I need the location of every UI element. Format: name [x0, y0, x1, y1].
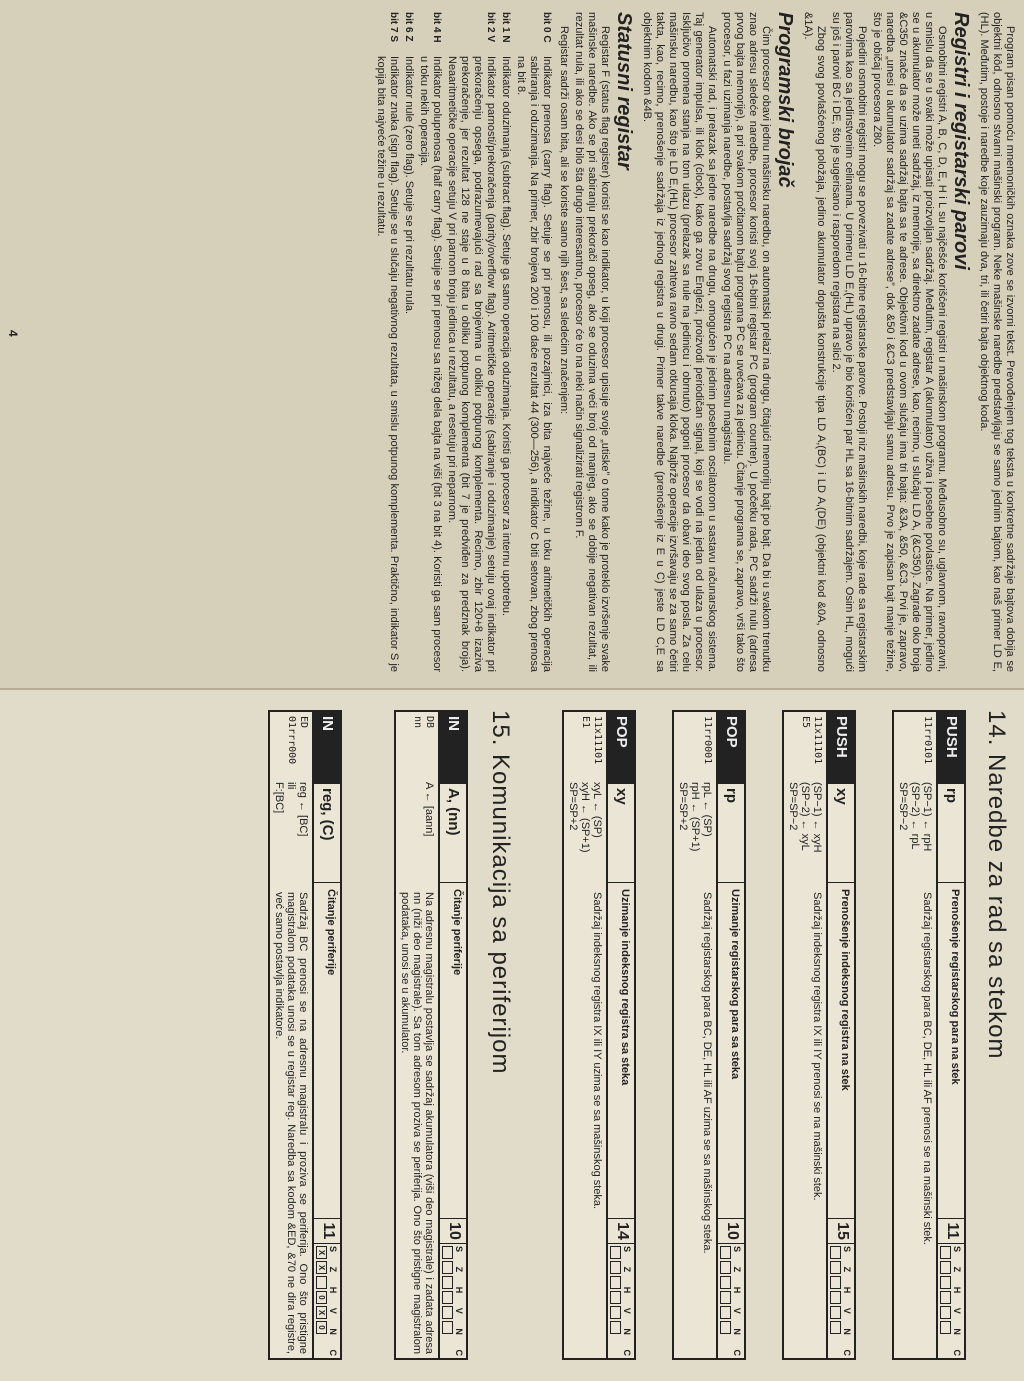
instruction-title: Čitanje periferije [314, 883, 340, 1219]
bit-description: Indikator oduzimanja (subtract flag). Setuje ga samo operacija oduzimanja. Koristi ga procesor za internu upotrebu. [500, 56, 512, 617]
bit-label: bit 6 Z [403, 12, 414, 42]
operation: (SP−1) ← rpH (SP−2) ← rpL SP=SP−2 [897, 782, 933, 852]
instruction-description: Sadržaj indeksnog registra IX ili IY uzima se sa mašinskog steka. [591, 892, 603, 1210]
mnemonic: IN [440, 712, 466, 784]
instruction-description: Sadržaj registarskog para BC, DE, HL ili AF prenosi se na mašinski stek. [921, 892, 933, 1245]
mnemonic: PUSH [938, 712, 964, 784]
opcode: 11x11101 E1 [580, 716, 603, 765]
clock-cycles: 10 [718, 1219, 744, 1244]
clock-cycles: 10 [440, 1219, 466, 1244]
flag-bit-item [514, 12, 553, 672]
clock-cycles: 11 [314, 1219, 340, 1244]
instruction-title: Prenošenje registarskog para na stek [938, 883, 964, 1219]
mnemonic: POP [718, 712, 744, 784]
instruction-title: Čitanje periferije [440, 883, 466, 1219]
paragraph: Čim procesor obavi jednu mašinsku naredbu, on automatski prelazi na drugu, čitajući memoriju bajt po bajt. Da bi u svakom trenutku znao adresu sledeće naredbe, procesor koristi svoj 16-bitni registar PC (program counter). U početku rada, PC sadrži nulu (adresa prvog bajta memorije), a pri svakom pročitanom bajtu programa PC se uvećava za jedinicu. Čitanje programa se, zapravo, vrši tako što procesor, u fazi uzimanja naredbe, postavlja sadržaj svog registra PC na adresnu magistralu. [721, 12, 772, 672]
bit-description: Indikator parnosti/prekoračenja (parity/overflow flag). Aritmetičke operacije (sabiranje i oduzimanje) setuju ovaj indikator pri prekoračenju opsega, podrazumevajući rad sa brojevima u obliku potpunog komplementa. Recimo, zbir 120+8 izaziva prekoračenje, jer rezultat 128 ne staje u 8 bita u obliku potpunog komplementa (bit 7 je predviđen za predznak broja). Neaaritmetičke operacije setuju V pri parnom broju jedinica u rezultatu, a resetuju pri neparnom. [446, 56, 497, 672]
left-page [0, 0, 1024, 690]
flag-table: S Z H V N C [718, 1244, 744, 1358]
chapter-title-stack: 14. Naredbe za rad sa stekom [983, 710, 1010, 1060]
operation: xyL ← (SP) xyH ← (SP+1) SP=SP+2 [567, 782, 603, 853]
instruction-description: Na adresnu magistralu postavlja se sadržaj akumulatora (viši deo magistrale) i zadata adresa nn (niži deo magistrale). Sa tom adresom proziva se periferija. Ono što pristigne magistralom podataka, unosi se u akumulator. [399, 892, 435, 1354]
flag-table: S Z H V N C [440, 1244, 466, 1358]
flag-table: S Z H V N C [938, 1244, 964, 1358]
opcode: 11rr0101 [922, 716, 933, 765]
operand: reg, (C) [314, 784, 340, 883]
flag-table: S Z H V N C [828, 1244, 854, 1358]
bit-description: Indikator nule (zero flag). Setuje se pri rezultatu nula. [403, 56, 415, 315]
flag-bit-item [402, 12, 415, 672]
flag-table: S Z H V N C [608, 1244, 634, 1358]
operand: rp [718, 784, 744, 883]
paragraph: Pojedini osmobitni registri mogu se povezivati u 16-bitne registarske parove. Postoji niz mašinskih naredbi, koje rade sa registarskim parovima kao sa jedinstvenim celinama. U primeru LD E,(HL) upravo je bio korišćen par HL sa 16-bitnim sadržajem. Osim HL, mogući su još i parovi BC i DE, što je sugerisano i rasporedom registara na slici 2. [830, 12, 868, 672]
operation: rpL ← (SP) rpH ← (SP+1) SP=SP+2 [677, 782, 713, 852]
instruction-title: Uzimanje registarskog para sa steka [718, 883, 744, 1219]
bit-label: bit 7 S [388, 12, 399, 43]
instruction-box [782, 710, 856, 1360]
opcode: 11x11101 E5 [800, 716, 823, 765]
bit-label: bit 0 C [541, 12, 552, 43]
operand: rp [938, 784, 964, 883]
paragraph: Automatski rad, i prelazak sa jedne naredbe na drugu, omogućen je jednim posebnim oscilatorom u sastavu računarskog sistema. Taj generator impulsa, ili klok (clock), kako ga zovu Englezi, proizvodi periodičan signal, koji se vodi na jedan od ulaza u procesor. Isključivo promena stanja na tom ulazu (prelazak sa nule na jedinicu i obrnuto) pogoni procesor da obavi deo svog posla. Za celu mašinsku naredbu, kao što je LD E,(HL) procesor zahteva ravno sedam otkucaja kloka. Najbrže operacije izvršavaju se za samo četiri takta, kao, recimo, prenošenje sadržaja iz jednog registra u drugi. Primer takve naredbe (prenošenje iz E u C) jeste LD C,E sa objektnim kodom &4B. [641, 12, 718, 672]
intro-paragraph: Program pisan pomoću mnemoničkih oznaka zove se izvorni tekst. Prevođenjem tog teksta u konkretne sadržaje bajtova dobija se objektni kôd, odnosno stvarni mašinski program. Neke mašinske naredbe predstavljaju se samo jednim bajtom, kao naš primer LD E, (HL). Međutim, postoje i naredbe koje zauzimaju dva, tri, ili četiri bajta objektnog koda. [978, 12, 1016, 672]
opcode: ED 01rrr000 [286, 716, 309, 765]
flag-table: S Z H V N C X X 0 X 0 [317, 1246, 338, 1356]
instruction-description: Sadržaj BC prenosi se na adresnu magistralu i proziva se periferija. Ono što pristigne magistralom podataka unosi se u registar reg. Naredba sa kodom &ED, &70 ne dira registre, već samo postavlja indikatore. [273, 892, 309, 1354]
instruction-box [562, 710, 636, 1360]
section-title-program-counter: Programski brojač [774, 12, 796, 188]
bit-label: bit 2 V [485, 12, 496, 43]
instruction-title: Uzimanje indeksnog registra sa steka [608, 883, 634, 1219]
section-title-registers: Registri i registarski parovi [950, 12, 972, 270]
paragraph: Osmobitni registri A, B, C, D, E, H i L su najčešće korišćeni registri u mašinskom programu. Međusobno su, uglavnom, ravnopravni, u smislu da se u svaki može upisati proizvoljan sadržaj. Međutim, registar A (akumulator) uživa i posebne povlastice. Na primer, jedino se u akumulator može uneti sadržaj, iz memorije, sa direktno zadate adrese, kao, recimo, u slučaju LD A, (&C350). Zagrade oko broja &C350 znače da se uzima sadržaj bajta sa te adrese. Objektivni kod u ovom slučaju ima tri bajta: &3A, &50, &C3. Prvi je, zapravo, naredba „unesi u akumulator sadržaj sa zadate adrese”, dok &50 i &C3 predstavljaju samu adresu. Prvo je zapisan bajt manje težine, što je običaj procesora Z80. [871, 12, 948, 672]
instruction-box [394, 710, 468, 1360]
instruction-description: Sadržaj indeksnog registra IX ili IY prenosi se na mašinski stek. [811, 892, 823, 1201]
operation: (SP−1) ← xyH (SP−2) ← xyL SP=SP−2 [787, 782, 823, 853]
mnemonic: PUSH [828, 712, 854, 784]
right-page [0, 690, 1024, 1381]
instruction-box [672, 710, 746, 1360]
clock-cycles: 15 [828, 1219, 854, 1244]
operation: A ← [aann] [423, 782, 435, 837]
text-column [372, 12, 1016, 672]
opcode: 11rr0001 [702, 716, 713, 765]
paragraph: Registar sadrži osam bita, ali se koriste samo njih šest, sa sledećim značenjem: [558, 26, 570, 415]
section-title-status-register: Statusni registar [613, 12, 635, 170]
page-number: 4 [6, 330, 20, 337]
instruction-description: Sadržaj registarskog para BC, DE, HL ili AF uzima se sa mašinskog steka. [701, 892, 713, 1254]
bit-description: Indikator poluprenosa (half carry flag). Setuje se pri prenosu sa nižeg dela bajta na viši (bit 3 na bit 4). Koristi ga sam procesor u toku nekih operacija. [418, 56, 443, 672]
instruction-box [892, 710, 966, 1360]
operand: xy [608, 784, 634, 883]
opcode: DB nn [412, 716, 435, 729]
operation: reg ← [BC] ili F:[BC] [273, 782, 309, 837]
flag-bit-item [374, 12, 400, 672]
mnemonic: IN [314, 712, 340, 784]
bit-description: Indikator znaka (sign flag). Setuje se u slučaju negativnog rezultata, u smislu potpunog komplementa. Praktično, indikator S je kopija bita najveće težine u rezultatu. [375, 56, 400, 672]
operand: A, (nn) [440, 784, 466, 883]
flag-bit-list [374, 12, 553, 672]
operand: xy [828, 784, 854, 883]
mnemonic: POP [608, 712, 634, 784]
instruction-title: Prenošenje indeksnog registra na stek [828, 883, 854, 1219]
bit-label: bit 1 N [500, 12, 511, 43]
paragraph: Zbog svog povlašćenog položaja, jedino akumulator dopušta konstrukcije tipa LD A,(BC) i LD A,(DE) (objektni kod &0A, odnosno &1A). [802, 12, 827, 672]
clock-cycles: 11 [938, 1219, 964, 1244]
flag-bit-item [499, 12, 512, 672]
bit-description: Indikator prenosa (carry flag). Setuje se pri prenosu, ili pozajmici, iza bita najveće težine, u toku aritmetičkih operacija sabiranja i oduzimanja. Na primer, zbir brojeva 200 i 100 daće rezultat 44 (300—256), a indikator C biti setovan, zbog prenosa na bit 8. [515, 56, 553, 672]
paragraph: Registar F (status flag register) koristi se kao indikator, u koji procesor upisuje svoje „utiske” o tome kako je proteklo izvršenje svake mašinske naredbe. Ako se pri sabiranju prekorači opseg, ako se oduzima veći broj od manjeg, ako se dobije negativan rezultat, ili rezultat nula, ili ako se desi bilo šta drugo interesantno, procesor će to na neki način signalizirati registrom F. [573, 12, 611, 672]
clock-cycles: 14 [608, 1219, 634, 1244]
instruction-box [268, 710, 342, 1360]
chapter-title-io: 15. Komunikacija sa periferijom [487, 710, 514, 1075]
flag-bit-item [417, 12, 443, 672]
bit-label: bit 4 H [431, 12, 442, 43]
flag-bit-item [445, 12, 497, 672]
